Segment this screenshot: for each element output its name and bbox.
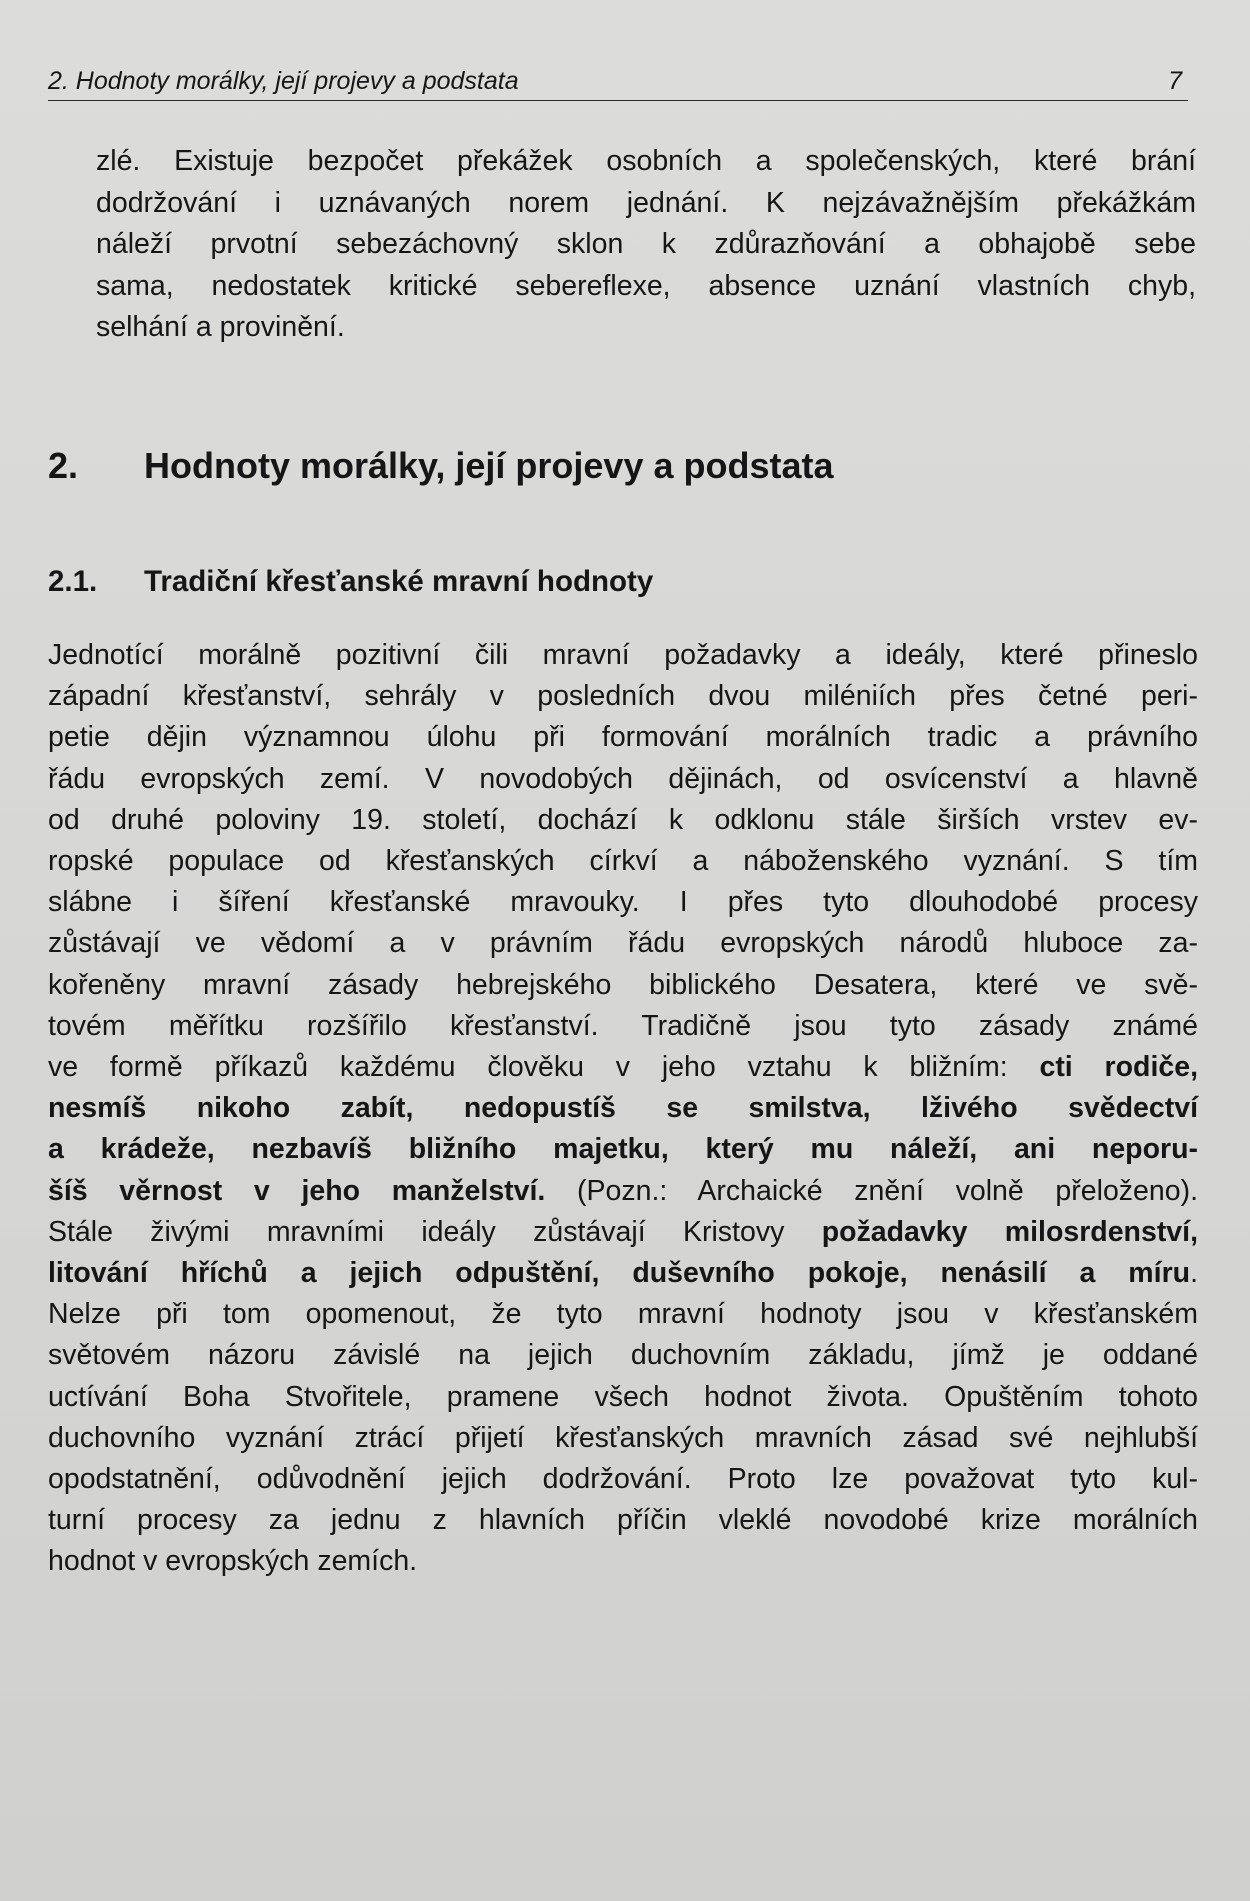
running-head-title: 2. Hodnoty morálky, její projevy a podstata (48, 67, 519, 95)
text-run: od druhé poloviny 19. století, dochází k odklonu stále širších vrstev ev- (48, 803, 1198, 836)
text-run: turní procesy za jednu z hlavních příčin vleklé novodobé krize morálních (48, 1504, 1198, 1537)
chapter-heading (48, 444, 834, 488)
body-line (48, 1500, 1198, 1541)
body-line (48, 841, 1198, 882)
text-run: Nelze při tom opomenout, že tyto mravní hodnoty jsou v křesťanském (48, 1298, 1198, 1331)
body-line (48, 1459, 1198, 1500)
section-title: Tradiční křesťanské mravní hodnoty (144, 565, 654, 598)
bold-text: litování hříchů a jejich odpuštění, duševního pokoje, nenásilí a míru (48, 1257, 1191, 1290)
text-run: západní křesťanství, sehrály v posledních dvou miléniích přes četné peri- (48, 680, 1198, 713)
intro-line: zlé. Existuje bezpočet překážek osobních a společenských, které brání (96, 145, 1196, 177)
body-line (48, 882, 1198, 923)
text-run: ropské populace od křesťanských církví a náboženského vyznání. S tím (48, 845, 1198, 878)
page-number: 7 (1168, 67, 1182, 95)
body-line (48, 1171, 1198, 1212)
text-run: kořeněny mravní zásady hebrejského biblického Desatera, které ve svě- (48, 968, 1198, 1001)
text-run: hodnot v evropských zemích. (48, 1545, 418, 1578)
text-run: petie dějin významnou úlohu při formování morálních tradic a právního (48, 721, 1198, 754)
bold-text: šíš věrnost v jeho manželství. (48, 1174, 546, 1207)
running-head (48, 66, 1188, 101)
text-run: světovém názoru závislé na jejich duchovním základu, jímž je oddané (48, 1339, 1198, 1372)
section-number: 2.1. (48, 565, 98, 598)
body-line (48, 1294, 1198, 1335)
body-line (48, 965, 1198, 1006)
text-run: řádu evropských zemí. V novodobých dějinách, od osvícenství a hlavně (48, 762, 1198, 795)
body-line (48, 1418, 1198, 1459)
body-line (48, 717, 1198, 758)
body-line (48, 1335, 1198, 1376)
body-line (48, 923, 1198, 964)
text-run: tovém měřítku rozšířilo křesťanství. Tradičně jsou tyto zásady známé (48, 1009, 1198, 1042)
body-line (48, 676, 1198, 717)
intro-line: selhání a provinění. (96, 311, 345, 343)
body-line (48, 635, 1198, 676)
body-line (48, 1088, 1198, 1129)
body-line (48, 1377, 1198, 1418)
body-paragraph (48, 635, 1198, 1583)
body-line (48, 1006, 1198, 1047)
intro-line: dodržování i uznávaných norem jednání. K nejzávažnějším překážkám (96, 186, 1196, 219)
text-run: Stále živými mravními ideály zůstávají Kristovy (48, 1215, 822, 1248)
text-run: ve formě příkazů každému člověku v jeho vztahu k bližním: (48, 1051, 1040, 1084)
text-run: zůstávají ve vědomí a v právním řádu evropských národů hluboce za- (48, 927, 1198, 960)
body-line (48, 800, 1198, 841)
intro-line: náleží prvotní sebezáchovný sklon k zdůrazňování a obhajobě sebe (96, 228, 1196, 260)
bold-text: cti rodiče, (1039, 1051, 1198, 1084)
intro-paragraph (96, 141, 1196, 349)
body-line (48, 1047, 1198, 1088)
bold-text: požadavky milosrdenství, (821, 1215, 1198, 1248)
body-line (48, 759, 1198, 800)
body-line (48, 1541, 1198, 1582)
body-line (48, 1212, 1198, 1253)
chapter-number: 2. (48, 445, 79, 486)
text-run: duchovního vyznání ztrácí přijetí křesťanských mravních zásad své nejhlubší (48, 1421, 1198, 1454)
text-run: Jednotící morálně pozitivní čili mravní požadavky a ideály, které přineslo (48, 639, 1198, 671)
text-run: uctívání Boha Stvořitele, pramene všech hodnot života. Opuštěním tohoto (48, 1380, 1198, 1413)
text-run: . (1190, 1257, 1198, 1290)
text-run: (Pozn.: Archaické znění volně přeloženo). (545, 1174, 1199, 1207)
bold-text: nesmíš nikoho zabít, nedopustíš se smilstva, lživého svědectví (48, 1092, 1198, 1125)
chapter-title: Hodnoty morálky, její projevy a podstata (144, 445, 834, 486)
intro-line: sama, nedostatek kritické sebereflexe, absence uznání vlastních chyb, (96, 269, 1196, 302)
text-run: slábne i šíření křesťanské mravouky. I přes tyto dlouhodobé procesy (48, 886, 1198, 919)
body-line (48, 1253, 1198, 1294)
body-line (48, 1129, 1198, 1170)
bold-text: a krádeže, nezbavíš bližního majetku, který mu náleží, ani neporu- (48, 1133, 1198, 1166)
section-heading (48, 563, 653, 601)
text-run: opodstatnění, odůvodnění jejich dodržování. Proto lze považovat tyto kul- (48, 1463, 1198, 1496)
